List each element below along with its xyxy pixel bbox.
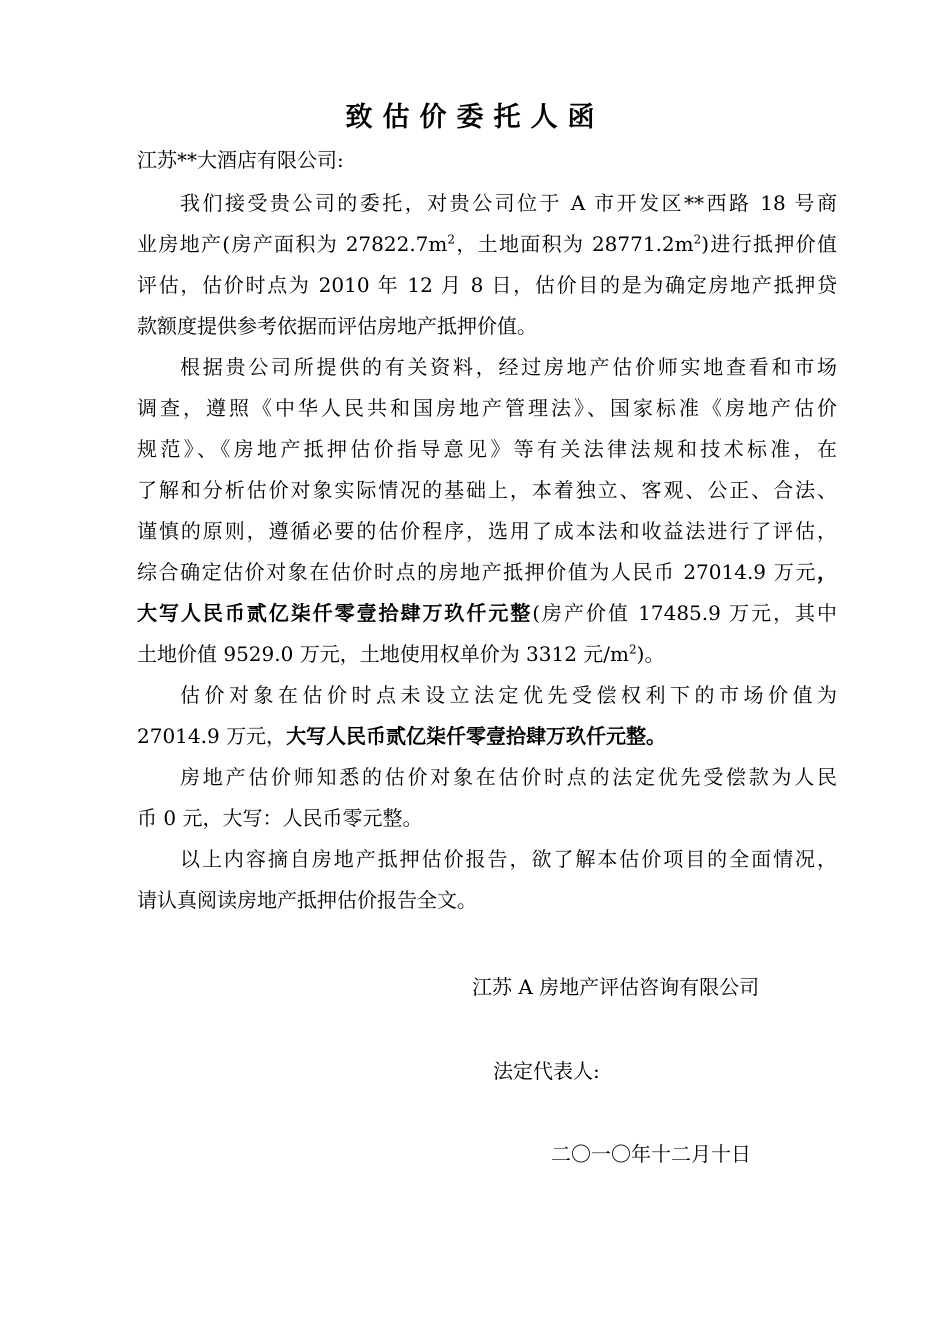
paragraph-1-line-3: 评估，估价时点为 2010 年 12 月 8 日，估价目的是为确定房地产抵押贷 [137, 273, 837, 297]
paragraph-2-line-5: 谨慎的原则，遵循必要的估价程序，选用了成本法和收益法进行了评估， [137, 519, 837, 543]
addressee: 江苏**大酒店有限公司: [137, 148, 344, 172]
superscript: 2 [693, 232, 702, 247]
text-segment: 土地价值 9529.0 万元，土地使用权单价为 3312 元/m [137, 642, 630, 666]
bold-amount-text: 大写人民币贰亿柒仟零壹拾肆万玖仟元整 [137, 601, 533, 625]
signature-company: 江苏 A 房地产评估咨询有限公司 [472, 975, 760, 999]
paragraph-2-line-4: 了解和分析估价对象实际情况的基础上，本着独立、客观、公正、合法、 [137, 478, 837, 502]
paragraph-2-line-6 [137, 553, 837, 591]
paragraph-3-line-1: 估价对象在估价时点未设立法定优先受偿权利下的市场价值为 [180, 683, 837, 707]
paragraph-4-line-1: 房地产估价师知悉的估价对象在估价时点的法定优先受偿款为人民 [180, 765, 837, 789]
paragraph-1-line-1: 我们接受贵公司的委托，对贵公司位于 A 市开发区**西路 18 号商 [180, 191, 837, 215]
page-title: 致估价委托人函 [345, 102, 605, 133]
paragraph-4-line-2: 币 0 元，大写：人民币零元整。 [137, 806, 423, 830]
paragraph-5-line-2: 请认真阅读房地产抵押估价报告全文。 [137, 888, 477, 912]
paragraph-2-line-3: 规范》、《房地产抵押估价指导意见》等有关法律法规和技术标准，在 [137, 437, 837, 461]
paragraph-2-line-1: 根据贵公司所提供的有关资料，经过房地产估价师实地查看和市场 [180, 355, 837, 379]
text-segment: 业房地产(房产面积为 27822.7m [137, 232, 448, 256]
text-segment: 27014.9 万元， [137, 724, 287, 748]
paragraph-1-line-2 [137, 225, 837, 263]
signature-representative: 法定代表人: [493, 1059, 600, 1083]
text-segment: )进行抵押价值 [701, 232, 837, 256]
signature-date: 二〇一〇年十二月十日 [551, 1142, 751, 1166]
text-segment: ，土地面积为 28771.2m [455, 232, 694, 256]
bold-amount-text: 大写人民币贰亿柒仟零壹拾肆万玖仟元整。 [286, 724, 667, 748]
superscript: 2 [447, 232, 456, 247]
paragraph-2-line-7 [137, 594, 837, 632]
paragraph-2-line-2: 调查，遵照《中华人民共和国房地产管理法》、国家标准《房地产估价 [137, 396, 837, 420]
superscript: 2 [629, 642, 637, 657]
paragraph-3-line-2 [137, 717, 837, 755]
text-segment: (房产价值 17485.9 万元，其中 [532, 601, 837, 625]
paragraph-2-line-8 [137, 635, 837, 673]
text-segment: ， [817, 560, 837, 584]
paragraph-5-line-1: 以上内容摘自房地产抵押估价报告，欲了解本估价项目的全面情况， [180, 847, 837, 871]
text-segment: )。 [636, 642, 665, 666]
text-segment: 综合确定估价对象在估价时点的房地产抵押价值为人民币 27014.9 万元 [137, 560, 817, 584]
paragraph-1-line-4: 款额度提供参考依据而评估房地产抵押价值。 [137, 314, 537, 338]
